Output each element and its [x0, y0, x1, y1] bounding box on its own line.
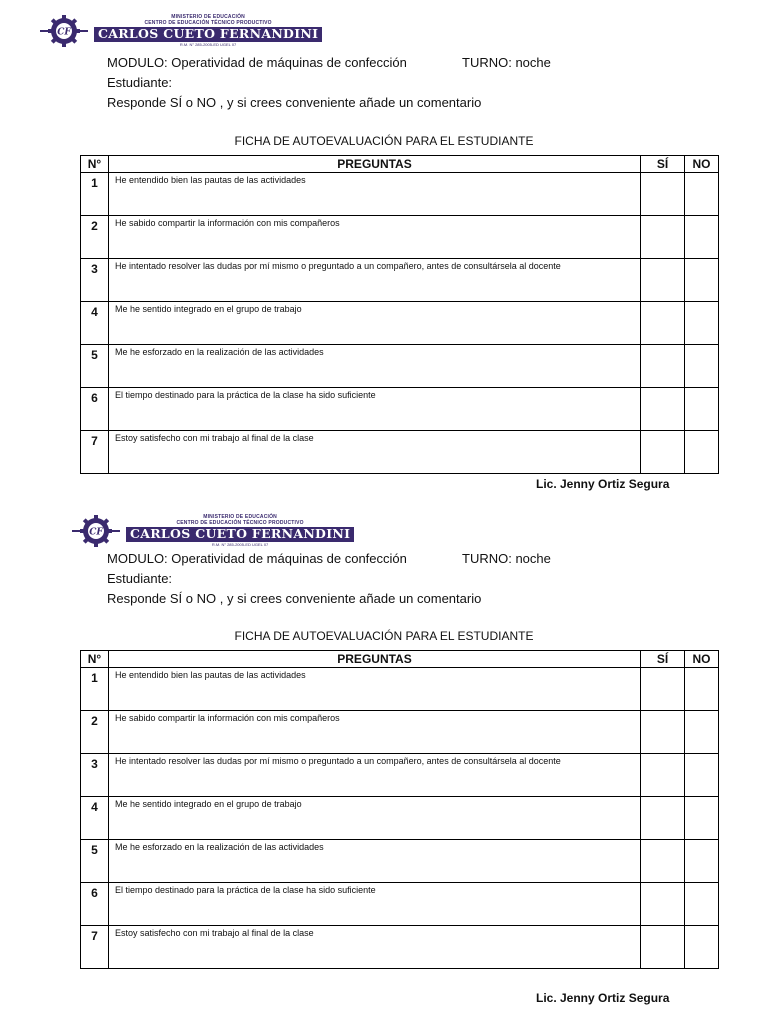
question-number: 5 [81, 345, 109, 388]
answer-no-cell[interactable] [685, 840, 719, 883]
question-number: 4 [81, 797, 109, 840]
answer-no-cell[interactable] [685, 711, 719, 754]
question-number: 2 [81, 711, 109, 754]
answer-no-cell[interactable] [685, 754, 719, 797]
svg-text:CF: CF [57, 27, 71, 38]
estudiante-label: Estudiante: [107, 571, 173, 586]
logo-resolution: R.M. N° 285-2005-ED UGEL 07 [179, 41, 237, 47]
question-text: Me he sentido integrado en el grupo de trabajo [109, 302, 641, 345]
teacher-signature: Lic. Jenny Ortiz Segura [536, 477, 670, 491]
question-text: Me he sentido integrado en el grupo de trabajo [109, 797, 641, 840]
instructions-text: Responde SÍ o NO , y si crees conveniente añade un comentario [107, 95, 482, 110]
question-row [81, 668, 719, 711]
question-text: El tiempo destinado para la práctica de la clase ha sido suficiente [109, 883, 641, 926]
question-number: 6 [81, 388, 109, 431]
answer-si-cell[interactable] [641, 840, 685, 883]
question-text: El tiempo destinado para la práctica de la clase ha sido suficiente [109, 388, 641, 431]
question-number: 5 [81, 840, 109, 883]
question-text: Me he esforzado en la realización de las actividades [109, 345, 641, 388]
form-title: FICHA DE AUTOEVALUACIÓN PARA EL ESTUDIANTE [234, 629, 534, 643]
question-text: He sabido compartir la información con mis compañeros [109, 711, 641, 754]
question-text: He intentado resolver las dudas por mí mismo o preguntado a un compañero, antes de consultársela al docente [109, 259, 641, 302]
questions-table [80, 650, 719, 969]
answer-si-cell[interactable] [641, 883, 685, 926]
question-number: 1 [81, 668, 109, 711]
col-header-preguntas: PREGUNTAS [109, 156, 641, 173]
question-row [81, 797, 719, 840]
turno-label: TURNO: noche [462, 551, 551, 566]
logo-name: CARLOS CUETO FERNANDINI [126, 527, 354, 542]
logo-center: CENTRO DE EDUCACIÓN TÉCNICO PRODUCTIVO [144, 20, 272, 27]
question-row [81, 754, 719, 797]
school-logo [70, 514, 354, 548]
question-number: 7 [81, 926, 109, 969]
logo-resolution: R.M. N° 285-2005-ED UGEL 07 [211, 541, 269, 547]
form-info [107, 549, 551, 609]
svg-text:CF: CF [89, 527, 103, 538]
question-row [81, 883, 719, 926]
question-number: 6 [81, 883, 109, 926]
answer-si-cell[interactable] [641, 797, 685, 840]
question-text: Me he esforzado en la realización de las actividades [109, 840, 641, 883]
logo-ministry: MINISTERIO DE EDUCACIÓN [171, 14, 245, 21]
col-header-preguntas: PREGUNTAS [109, 651, 641, 668]
logo-ministry: MINISTERIO DE EDUCACIÓN [203, 514, 277, 521]
question-number: 3 [81, 754, 109, 797]
modulo-label: MODULO: Operatividad de máquinas de confección [107, 55, 407, 70]
col-header-num: N° [81, 156, 109, 173]
estudiante-label: Estudiante: [107, 75, 173, 90]
question-text: He entendido bien las pautas de las actividades [109, 173, 641, 216]
col-header-si: SÍ [641, 651, 685, 668]
answer-si-cell[interactable] [641, 711, 685, 754]
form-title: FICHA DE AUTOEVALUACIÓN PARA EL ESTUDIANTE [234, 134, 534, 148]
question-text: He sabido compartir la información con mis compañeros [109, 216, 641, 259]
question-row [81, 711, 719, 754]
question-text: Estoy satisfecho con mi trabajo al final de la clase [109, 431, 641, 474]
question-number: 2 [81, 216, 109, 259]
col-header-no: NO [685, 156, 719, 173]
col-header-si: SÍ [641, 156, 685, 173]
modulo-label: MODULO: Operatividad de máquinas de confección [107, 551, 407, 566]
answer-no-cell[interactable] [685, 668, 719, 711]
logo-center: CENTRO DE EDUCACIÓN TÉCNICO PRODUCTIVO [176, 520, 304, 527]
question-text: Estoy satisfecho con mi trabajo al final de la clase [109, 926, 641, 969]
col-header-num: N° [81, 651, 109, 668]
col-header-no: NO [685, 651, 719, 668]
answer-no-cell[interactable] [685, 797, 719, 840]
question-number: 1 [81, 173, 109, 216]
question-number: 3 [81, 259, 109, 302]
answer-si-cell[interactable] [641, 926, 685, 969]
gear-emblem-icon [70, 514, 122, 548]
question-text: He entendido bien las pautas de las actividades [109, 668, 641, 711]
answer-si-cell[interactable] [641, 668, 685, 711]
turno-label: TURNO: noche [462, 55, 551, 70]
teacher-signature: Lic. Jenny Ortiz Segura [536, 991, 670, 1005]
question-number: 7 [81, 431, 109, 474]
answer-no-cell[interactable] [685, 926, 719, 969]
logo-name: CARLOS CUETO FERNANDINI [94, 27, 322, 42]
answer-si-cell[interactable] [641, 754, 685, 797]
question-row [81, 840, 719, 883]
instructions-text: Responde SÍ o NO , y si crees conveniente añade un comentario [107, 591, 482, 606]
question-text: He intentado resolver las dudas por mí mismo o preguntado a un compañero, antes de consultársela al docente [109, 754, 641, 797]
question-number: 4 [81, 302, 109, 345]
answer-no-cell[interactable] [685, 883, 719, 926]
question-row [81, 926, 719, 969]
